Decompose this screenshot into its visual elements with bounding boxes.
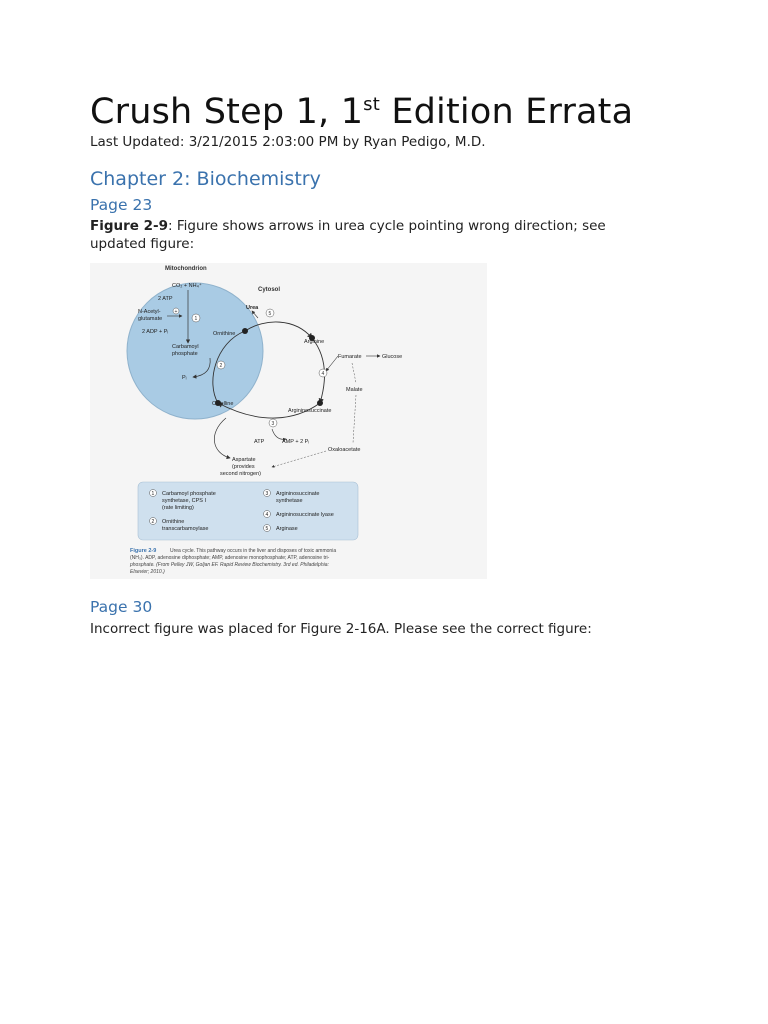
atp2-label: 2 ATP	[158, 296, 173, 302]
caption-line-2: (NH₃). ADP, adenosine diphosphate; AMP, adenosine monophosphate; ATP, adenosine tri-	[130, 555, 330, 561]
svg-text:4: 4	[265, 512, 269, 518]
arginine-label: Arginine	[304, 339, 325, 345]
page-heading-30: Page 30	[90, 598, 153, 616]
urea-cycle-diagram	[90, 263, 487, 579]
svg-text:1: 1	[151, 491, 155, 497]
chapter-heading: Chapter 2: Biochemistry	[90, 168, 321, 190]
errata-text-page-23: Figure 2-9: Figure shows arrows in urea cycle pointing wrong direction; see updated figure:	[90, 218, 606, 252]
phosphate-label: phosphate	[172, 351, 198, 357]
caption-label: Figure 2-9	[130, 548, 157, 554]
svg-text:2: 2	[151, 519, 155, 525]
caption-line-1: Urea cycle. This pathway occurs in the liver and disposes of toxic ammonia	[170, 548, 337, 554]
oxaloacetate-label: Oxaloacetate	[328, 447, 361, 453]
legend-item-3-line2: synthetase	[276, 498, 303, 504]
document-title: Crush Step 1, 1st Edition Errata	[90, 92, 634, 132]
citrulline-label: Citrulline	[212, 401, 234, 407]
legend-item-1-line2: synthetase, CPS I	[162, 498, 207, 504]
aspartate-label: Aspartate	[232, 457, 256, 463]
figure-label: Figure 2-9	[90, 218, 169, 234]
page-heading-23: Page 23	[90, 196, 153, 214]
glutamate-label: glutamate	[138, 316, 163, 322]
second-nitrogen-label: second nitrogen)	[220, 471, 261, 477]
adp2-label: 2 ADP + Pᵢ	[142, 329, 169, 335]
svg-text:4: 4	[321, 371, 325, 377]
svg-text:5: 5	[268, 311, 272, 317]
argininosuccinate-label: Argininosuccinate	[288, 408, 332, 414]
atp-label: ATP	[254, 439, 265, 445]
co2-nh4-label: CO₂ + NH₄⁺	[172, 283, 202, 289]
legend-item-2-line1: Ornithine	[162, 519, 185, 525]
ornithine-label: Ornithine	[213, 331, 236, 337]
carbamoyl-label: Carbamoyl	[172, 344, 199, 350]
svg-text:5: 5	[265, 526, 269, 532]
cytosol-label: Cytosol	[258, 287, 281, 293]
legend-item-4-line1: Argininosuccinate lyase	[276, 512, 334, 518]
errata-text-page-30: Incorrect figure was placed for Figure 2-16A. Please see the correct figure:	[90, 621, 592, 637]
caption-line-3: phosphate. (From Pelley JW, Goljan EF. Rapid Review Biochemistry. 3rd ed. Philadelphia:	[130, 562, 329, 568]
fumarate-label: Fumarate	[338, 354, 362, 360]
provides-label: (provides	[232, 464, 255, 470]
legend-item-1-line3: (rate limiting)	[162, 505, 194, 511]
legend-item-3-line1: Argininosuccinate	[276, 491, 320, 497]
plus-label: +	[174, 309, 178, 315]
glucose-label: Glucose	[382, 354, 403, 360]
pi-label: Pᵢ	[182, 375, 187, 381]
mitochondrion-label: Mitochondrion	[165, 266, 207, 272]
svg-text:2: 2	[219, 363, 223, 369]
legend-item-2-line2: transcarbamoylase	[162, 526, 209, 532]
n-acetyl-label: N-Acetyl-	[138, 309, 161, 315]
urea-label: Urea	[246, 305, 259, 311]
legend-item-5-line1: Arginase	[276, 526, 298, 532]
last-updated-line: Last Updated: 3/21/2015 2:03:00 PM by Ryan Pedigo, M.D.	[90, 134, 486, 150]
legend-item-1-line1: Carbamoyl phosphate	[162, 491, 216, 497]
amp-label: AMP + 2 Pᵢ	[282, 439, 310, 445]
malate-label: Malate	[346, 387, 363, 393]
urea-cycle-figure	[90, 263, 487, 579]
caption-line-4: Elsevier; 2010.)	[130, 569, 165, 575]
svg-text:1: 1	[194, 316, 198, 322]
svg-text:3: 3	[271, 421, 275, 427]
svg-text:3: 3	[265, 491, 269, 497]
